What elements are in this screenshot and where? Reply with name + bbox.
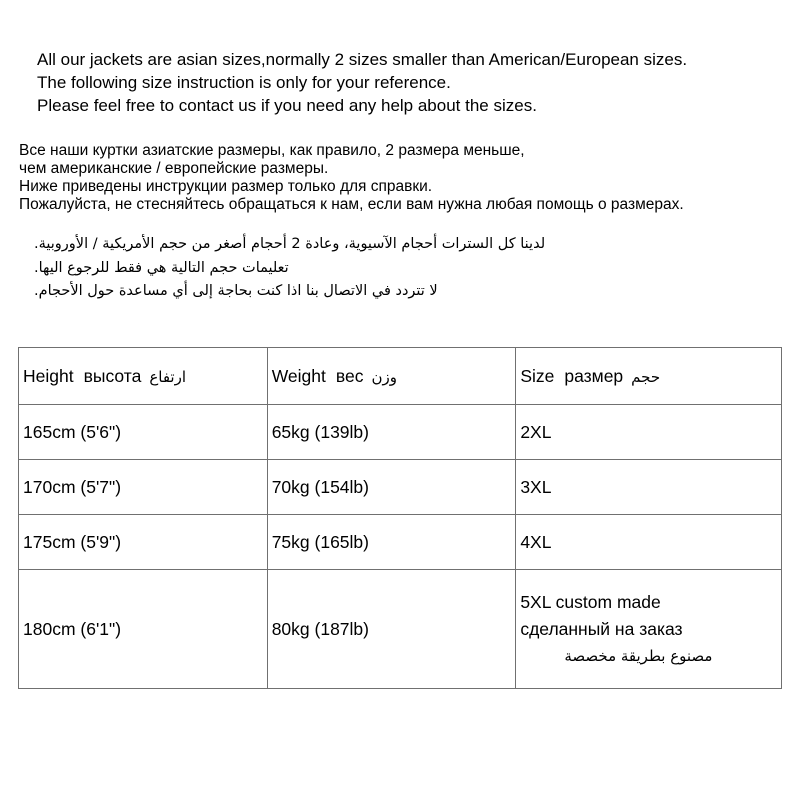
size-cell: 3XL <box>516 460 782 515</box>
weight-cell: 70kg (154lb) <box>267 460 516 515</box>
table-row <box>19 515 782 570</box>
size-chart-table <box>18 347 782 689</box>
size-custom-en: 5XL custom made <box>520 591 661 612</box>
arabic-note-line: لا تتردد في الاتصال بنا اذا كنت بحاجة إلى أي مساعدة حول الأحجام. <box>34 283 438 299</box>
size-header-ru: размер <box>564 365 624 386</box>
weight-header-ru: вес <box>335 365 364 386</box>
weight-cell: 80kg (187lb) <box>267 570 516 689</box>
height-cell: 180cm (6'1") <box>19 570 268 689</box>
arabic-note-line: تعليمات حجم التالية هي فقط للرجوع اليها. <box>34 259 289 276</box>
weight-header-cell <box>267 348 516 405</box>
russian-note-line: Пожалуйста, не стесняйтесь обращаться к нам, если вам нужна любая помощь о размерах. <box>19 196 684 213</box>
size-custom-ar: مصنوع بطريقة مخصصة <box>564 646 713 665</box>
russian-note-line: чем американские / европейские размеры. <box>19 160 329 177</box>
height-cell: 170cm (5'7") <box>19 460 268 515</box>
english-note-line: The following size instruction is only for your reference. <box>37 73 451 92</box>
weight-cell: 65kg (139lb) <box>267 405 516 460</box>
arabic-size-notes <box>34 233 654 304</box>
height-cell: 175cm (5'9") <box>19 515 268 570</box>
size-cell-custom <box>516 570 782 689</box>
russian-note-line: Все наши куртки азиатские размеры, как правило, 2 размера меньше, <box>19 142 525 159</box>
height-header-cell <box>19 348 268 405</box>
table-row <box>19 405 782 460</box>
english-size-notes <box>37 48 797 117</box>
size-header-cell <box>516 348 782 405</box>
size-cell: 2XL <box>516 405 782 460</box>
weight-header-ar: وزن <box>371 367 397 386</box>
arabic-note-line: لدينا كل السترات أحجام الآسيوية، وعادة 2 أحجام أصغر من حجم الأمريكية / الأوروبية. <box>34 236 546 252</box>
russian-size-notes <box>19 142 799 214</box>
table-row <box>19 570 782 689</box>
height-cell: 165cm (5'6") <box>19 405 268 460</box>
english-note-line: All our jackets are asian sizes,normally 2 sizes smaller than American/European sizes. <box>37 50 688 69</box>
size-header-en: Size <box>520 365 555 386</box>
height-header-ru: высота <box>83 365 142 386</box>
russian-note-line: Ниже приведены инструкции размер только для справки. <box>19 178 433 195</box>
height-header-ar: ارتفاع <box>149 367 187 386</box>
size-custom-ru: сделанный на заказ <box>520 618 683 639</box>
size-cell: 4XL <box>516 515 782 570</box>
height-header-en: Height <box>23 365 74 386</box>
table-header-row <box>19 348 782 405</box>
english-note-line: Please feel free to contact us if you need any help about the sizes. <box>37 96 537 115</box>
size-header-ar: حجم <box>631 367 661 386</box>
table-row <box>19 460 782 515</box>
weight-header-en: Weight <box>271 365 326 386</box>
weight-cell: 75kg (165lb) <box>267 515 516 570</box>
